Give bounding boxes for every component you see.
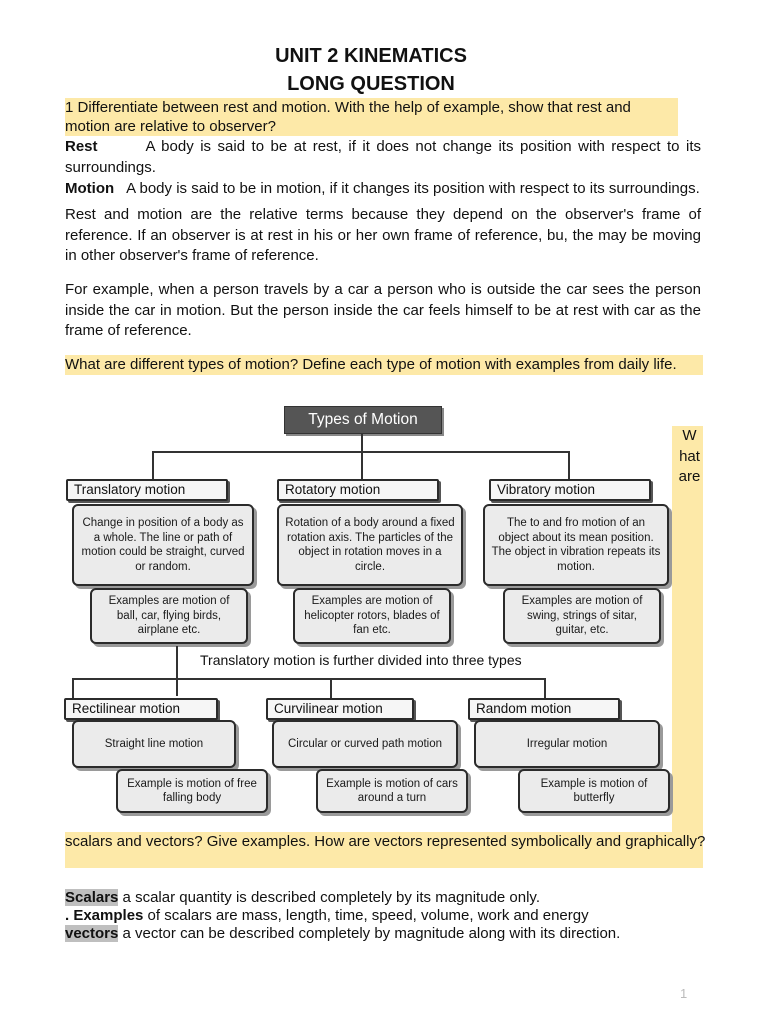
side-text-are: are [678, 468, 701, 485]
example-paragraph: For example, when a person travels by a car a person who is outside the car sees the person inside the car in motion. But the person inside the car feels himself to be at rest with car as the frame of reference. [65, 281, 701, 339]
examples-text: of scalars are mass, length, time, speed, volume, work and energy [143, 907, 589, 924]
examples-line [65, 907, 589, 925]
scalars-term: Scalars [65, 889, 119, 906]
curvilinear-description: Circular or curved path motion [272, 720, 458, 768]
translatory-examples: Examples are motion of ball, car, flying birds, airplane etc. [90, 588, 248, 644]
vectors-text: a vector can be described completely by magnitude along with its direction. [118, 925, 621, 942]
rectilinear-example: Example is motion of free falling body [116, 769, 268, 813]
connector-line [544, 678, 546, 698]
diagram-title: Types of Motion [284, 406, 442, 434]
random-description: Irregular motion [474, 720, 660, 768]
translatory-header: Translatory motion [66, 479, 228, 501]
side-text-w: W [682, 427, 697, 444]
curvilinear-example: Example is motion of cars around a turn [316, 769, 468, 813]
vectors-line [65, 925, 620, 943]
question-2: What are different types of motion? Define each type of motion with examples from daily life. [65, 355, 703, 375]
connector-line [176, 646, 178, 696]
connector-line [361, 451, 363, 479]
motion-term: Motion [65, 180, 115, 197]
rotatory-header: Rotatory motion [277, 479, 439, 501]
vectors-term: vectors [65, 925, 119, 942]
connector-line [72, 678, 74, 698]
motion-definition [65, 179, 701, 200]
vibratory-examples: Examples are motion of swing, strings of sitar, guitar, etc. [503, 588, 661, 644]
question-3-side-text [676, 426, 703, 488]
connector-line [330, 678, 332, 698]
rest-text: A body is said to be at rest, if it does not change its position with respect to its surroundings. [65, 138, 701, 176]
examples-term: . Examples [65, 907, 144, 924]
scalars-line [65, 889, 540, 907]
side-text-hat: hat [679, 447, 700, 465]
random-example: Example is motion of butterfly [518, 769, 670, 813]
page-title: UNIT 2 KINEMATICS [275, 45, 467, 67]
question-3: scalars and vectors? Give examples. How are vectors represented symbolically and graphically? [65, 833, 706, 850]
rotatory-examples: Examples are motion of helicopter rotors, blades of fan etc. [293, 588, 451, 644]
vibratory-header: Vibratory motion [489, 479, 651, 501]
vibratory-description: The to and fro motion of an object about its mean position. The object in vibration repeats its motion. [483, 504, 669, 586]
rectilinear-header: Rectilinear motion [64, 698, 218, 720]
rotatory-description: Rotation of a body around a fixed rotation axis. The particles of the object in rotation moves in a circle. [277, 504, 463, 586]
random-header: Random motion [468, 698, 620, 720]
connector-line [361, 434, 363, 452]
types-of-motion-diagram [60, 400, 672, 820]
connector-line [568, 451, 570, 479]
rectilinear-description: Straight line motion [72, 720, 236, 768]
curvilinear-header: Curvilinear motion [266, 698, 414, 720]
translatory-description: Change in position of a body as a whole. The line or path of motion could be straight, curved or random. [72, 504, 254, 586]
rest-definition [65, 137, 701, 178]
page-number: 1 [680, 986, 688, 1001]
motion-text: A body is said to be in motion, if it changes its position with respect to its surroundings. [126, 180, 700, 197]
page-subtitle: LONG QUESTION [287, 73, 455, 95]
connector-line [72, 678, 546, 680]
question-1: 1 Differentiate between rest and motion. With the help of example, show that rest and motion are relative to observer? [65, 98, 678, 136]
relative-paragraph: Rest and motion are the relative terms because they depend on the observer's frame of reference. If an observer is at rest in his or her own frame of reference, bu, the may be moving in other observer's frame of reference. [65, 206, 701, 264]
rest-term: Rest [65, 138, 98, 155]
translatory-subdivision-label: Translatory motion is further divided into three types [200, 652, 522, 668]
scalars-text: a scalar quantity is described completely by its magnitude only. [118, 889, 540, 906]
connector-line [152, 451, 154, 479]
